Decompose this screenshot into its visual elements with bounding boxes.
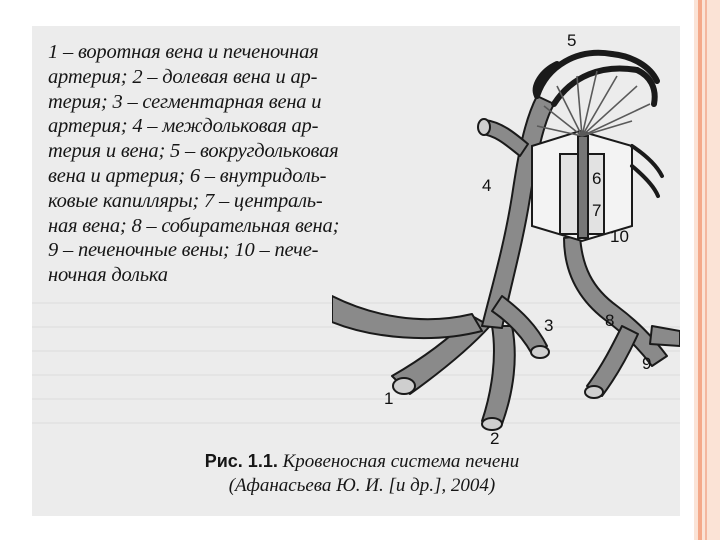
- liver-vascular-diagram: [332, 26, 680, 446]
- legend-line: терия; 3 – сегментарная вена и: [48, 90, 322, 113]
- lobar-vessel: [482, 326, 515, 424]
- label-7: 7: [592, 201, 602, 220]
- label-2: 2: [490, 429, 500, 446]
- legend-line: 1 – воротная вена и печеночная: [48, 41, 319, 63]
- perilobular-vessel: [537, 53, 612, 96]
- label-3: 3: [544, 316, 554, 335]
- label-10: 10: [610, 227, 629, 246]
- hepatic-vein-right: [650, 326, 680, 346]
- label-9: 9: [642, 354, 652, 373]
- slide-decor-stripe: [694, 0, 720, 540]
- vessel-opening: [531, 346, 549, 358]
- perilobular-vessel: [554, 68, 637, 104]
- lobule-branch: [632, 166, 658, 196]
- label-4: 4: [482, 176, 492, 195]
- capillary: [582, 71, 597, 136]
- central-vein: [578, 136, 588, 238]
- lower-branch: [332, 296, 482, 338]
- legend-line: артерия; 2 – долевая вена и ар-: [48, 65, 318, 88]
- figure-caption: [182, 449, 542, 498]
- scanned-figure-image: [32, 26, 680, 516]
- legend-line: 9 – печеночные вены; 10 – пече-: [48, 239, 319, 262]
- vessel-opening: [393, 378, 415, 394]
- legend-line: артерия; 4 – междольковая ар-: [48, 115, 319, 138]
- caption-title-line: [182, 449, 542, 474]
- label-5: 5: [567, 31, 577, 50]
- label-1: 1: [384, 389, 394, 408]
- legend-line: вена и артерия; 6 – внутридоль-: [48, 164, 327, 187]
- label-6: 6: [592, 169, 602, 188]
- label-8: 8: [605, 311, 615, 330]
- figure-source: (Афанасьева Ю. И. [и др.], 2004): [228, 475, 496, 496]
- vessel-opening: [478, 119, 490, 135]
- legend-line: терия и вена; 5 – вокругдольковая: [48, 140, 339, 163]
- figure-legend: [48, 40, 363, 288]
- vessel-opening: [585, 386, 603, 398]
- legend-line: ковые капилляры; 7 – централь-: [48, 189, 323, 212]
- figure-title: Кровеносная система печени: [282, 451, 520, 472]
- figure-number: Рис. 1.1.: [204, 451, 278, 471]
- legend-line: ная вена; 8 – собирательная вена;: [48, 214, 340, 237]
- legend-line: ночная долька: [48, 264, 168, 287]
